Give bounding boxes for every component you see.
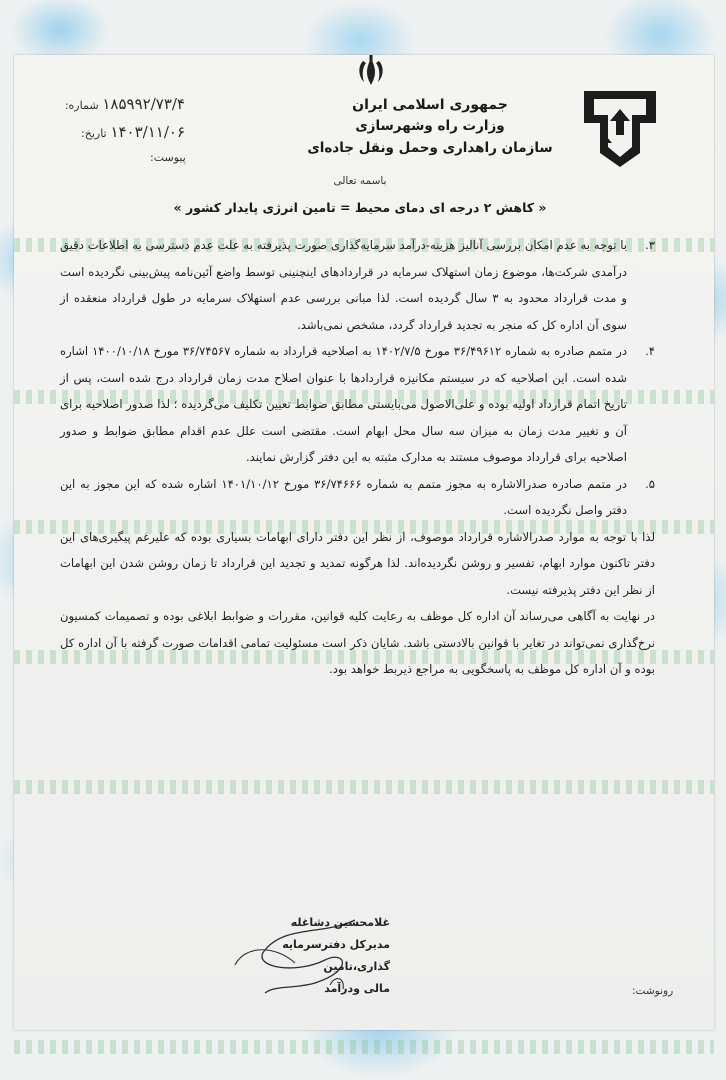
header-organization: سازمان راهداری وحمل ونقل جاده‌ای (307, 140, 553, 156)
list-item (60, 338, 655, 471)
rmto-logo-icon (580, 87, 660, 169)
item-number: ۳. (645, 238, 655, 252)
item-number: ۴. (645, 344, 655, 358)
item-number: ۵. (645, 476, 655, 491)
signature-block (220, 912, 390, 1000)
list-item (60, 471, 655, 524)
signer-title: مالی ودرآمد (324, 982, 390, 995)
item-text: در متمم صادره صدرالاشاره به مجوز متمم به شماره ۳۶/۷۴۶۶۶ مورخ ۱۴۰۱/۱۰/۱۲ اشاره شده که این مجوز به این دفتر واصل نگردیده است. (60, 476, 627, 517)
letter-header (300, 95, 560, 159)
iran-emblem-icon (354, 55, 388, 87)
letter-date: ۱۴۰۳/۱۱/۰۶ (110, 123, 185, 141)
signer-title: مدیرکل دفترسرمایه گذاری،تامین (282, 938, 390, 973)
header-ministry: وزارت راه وشهرسازی (355, 118, 505, 134)
signer-name: غلامحسین دشاغله (290, 916, 390, 929)
header-motto: باسمه تعالی (333, 175, 387, 187)
letter-number: ۱۸۵۹۹۲/۷۳/۴ (102, 95, 185, 113)
body-paragraph: لذا با توجه به موارد صدرالاشاره قرارداد موصوف، از نظر این دفتر دارای ابهامات بسیاری بوده که علیرغم پیگیری‌های این دفتر تاکنون موارد ابهام، تفسیر و روشن نگردیده‌اند. لذا هرگونه تمدید و تجدید این قرارداد تا زمان روشن شدن این ابهامات از نظر این دفتر پذیرفته نیست. (60, 529, 655, 597)
header-slogan: « کاهش ۲ درجه ای دمای محیط = تامین انرژی پایدار کشور » (173, 200, 547, 215)
letter-body (60, 232, 655, 683)
list-item (60, 232, 655, 338)
header-country: جمهوری اسلامی ایران (352, 97, 508, 113)
body-paragraph: در نهایت به آگاهی می‌رساند آن اداره کل موظف به رعایت کلیه قوانین، مقررات و ضوابط ابلاغی بوده و تصمیمات کمسیون نرخ‌گذاری نمی‌تواند در تغایر با قوانین بالادستی باشد. شایان ذکر است مسئولیت تمامی اقدامات صورت گرفته با آن اداره کل بوده و آن اداره کل موظف به پاسخگویی به مراجع ذیربط خواهد بود. (60, 609, 655, 676)
item-text: در متمم صادره به شماره ۳۶/۴۹۶۱۲ مورخ ۱۴۰۲/۷/۵ به اصلاحیه قرارداد به شماره ۳۶/۷۴۵۶۷ مورخ ۱۴۰۰/۱۰/۱۸ اشاره شده است. این اصلاحیه که در سیستم مکانیزه قراردادها با عنوان اصلاح مدت زمان قرارداد درج شده است، پس از تاریخ اتمام قرارداد اولیه بوده و علی‌الاصول می‌بایستی مطابق ضوابط تعیین تکلیف می‌گردیده ؛ لذا صدور اصلاحیه برای آن و تغییر مدت زمان به میزان سه سال محل ابهام است. مقتضی است علل عدم اقدام مطابق ضوابط و صدور اصلاحیه برای قرارداد موصوف مستند به مدارک مثبته به این دفتر گزارش نمایند. (60, 344, 627, 464)
number-label: شماره: (64, 99, 99, 112)
item-text: با توجه به عدم امکان بررسی آنالیز هزینه-درآمد سرمایه‌گذاری صورت پذیرفته به علت عدم دسترسی به اطلاعات دقیق درآمدی شرکت‌ها، موضوع زمان استهلاک سرمایه در قراردادهای اینچنینی توسط واضع آئین‌نامه پیش‌بینی نگردیده است و مدت قرارداد محدود به ۳ سال گردیده است. لذا مبانی بررسی عدم استهلاک سرمایه در طول قرارداد منعقده از سوی آن اداره کل که منجر به تجدید قرارداد گردد، مشخص نمی‌باشد. (60, 238, 627, 332)
watermark-band (14, 780, 714, 794)
cc-label: رونوشت: (632, 985, 674, 997)
watermark-band (14, 1040, 714, 1054)
attachment-label: پیوست: (150, 151, 186, 164)
date-label: تاریخ: (81, 127, 107, 140)
